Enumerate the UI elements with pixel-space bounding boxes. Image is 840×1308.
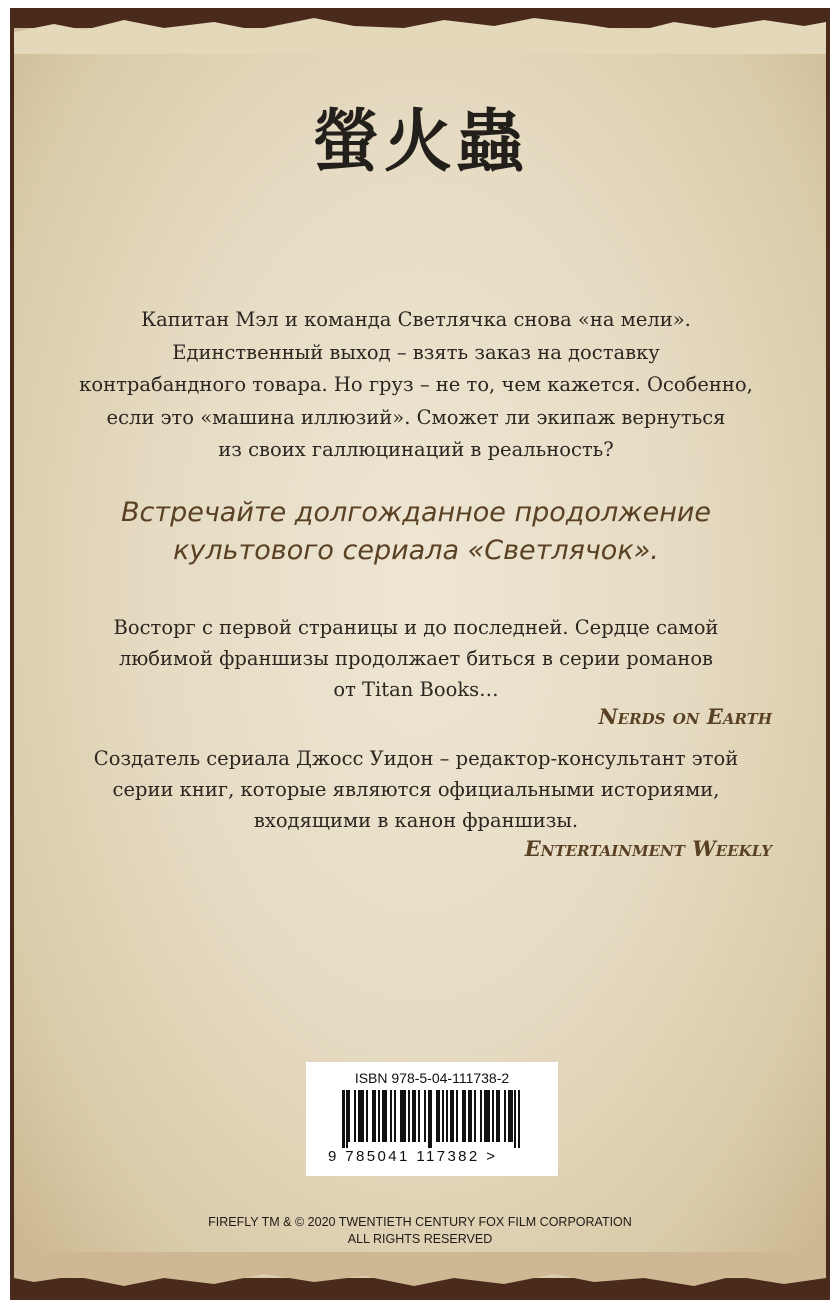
barcode-bar: [492, 1090, 494, 1142]
review-line: серии книг, которые являются официальными историями,: [112, 778, 720, 801]
review-quote: [70, 612, 762, 705]
barcode-icon: [342, 1090, 522, 1148]
barcode-bar: [348, 1090, 350, 1142]
barcode-bar: [446, 1090, 448, 1142]
series-title-hanzi: 螢火蟲: [311, 103, 528, 182]
copyright-notice: [10, 1214, 830, 1248]
barcode-bar: [510, 1090, 513, 1142]
barcode-bar: [366, 1090, 368, 1142]
barcode-bar: [462, 1090, 464, 1142]
barcode-bar: [404, 1090, 406, 1142]
book-back-cover: [10, 8, 830, 1300]
parchment-torn-top-edge: [14, 14, 826, 54]
barcode-digits: 9 785041 117382 >: [328, 1148, 498, 1165]
barcode-bar: [486, 1090, 488, 1142]
barcode-bar: [342, 1090, 345, 1148]
review-line: от Titan Books…: [333, 678, 499, 701]
barcode-bar: [390, 1090, 392, 1142]
copyright-line: FIREFLY TM & © 2020 TWENTIETH CENTURY FOX FILM CORPORATION: [208, 1215, 632, 1229]
barcode-bar: [456, 1090, 458, 1142]
barcode-bar: [372, 1090, 374, 1142]
barcode-bar: [438, 1090, 440, 1142]
review-quote: [70, 743, 762, 836]
barcode-bar: [358, 1090, 360, 1142]
parchment-torn-bottom-edge: [14, 1252, 826, 1292]
barcode-bar: [474, 1090, 476, 1142]
synopsis-line: Единственный выход – взять заказ на доставку: [172, 340, 660, 364]
barcode-bar: [382, 1090, 384, 1142]
review-line: Восторг с первой страницы и до последней. Сердце самой: [113, 616, 719, 639]
barcode-bar: [484, 1090, 486, 1142]
isbn-barcode-block: [306, 1062, 558, 1176]
barcode-bar: [346, 1090, 348, 1148]
barcode-bar: [518, 1090, 520, 1148]
isbn-label: ISBN 978-5-04-111738-2: [354, 1070, 510, 1086]
barcode-bar: [360, 1090, 362, 1142]
review-line: входящими в канон франшизы.: [253, 809, 579, 832]
review-source: Nerds on Earth: [598, 704, 772, 729]
barcode-bar: [414, 1090, 416, 1142]
barcode-bar: [362, 1090, 364, 1142]
barcode-bar: [450, 1090, 452, 1142]
review-line: любимой франшизы продолжает биться в серии романов: [118, 647, 714, 670]
barcode-bar: [428, 1090, 430, 1148]
tagline-line: культового сериала «Светлячок».: [173, 535, 659, 566]
barcode-bar: [514, 1090, 516, 1148]
barcode-bar: [488, 1090, 490, 1142]
tagline-line: Встречайте долгожданное продолжение: [120, 497, 712, 528]
barcode-bar: [402, 1090, 404, 1142]
tagline: [50, 494, 782, 570]
barcode-bar: [480, 1090, 482, 1142]
synopsis-line: контрабандного товара. Но груз – не то, чем кажется. Особенно,: [79, 373, 753, 396]
barcode-bar: [400, 1090, 402, 1142]
synopsis-line: из своих галлюцинаций в реальность?: [218, 438, 614, 461]
barcode-bar: [430, 1090, 432, 1148]
barcode-bar: [504, 1090, 506, 1142]
barcode-bar: [470, 1090, 472, 1142]
barcode-bar: [452, 1090, 454, 1142]
barcode-bar: [436, 1090, 438, 1142]
barcode-bar: [508, 1090, 510, 1142]
barcode-bar: [424, 1090, 426, 1142]
barcode-bar: [354, 1090, 356, 1142]
barcode-bar: [464, 1090, 466, 1142]
barcode-bar: [418, 1090, 420, 1142]
barcode-bar: [394, 1090, 396, 1142]
review-line: Создатель сериала Джосс Уидон – редактор-консультант этой: [93, 747, 739, 770]
review-source: Entertainment Weekly: [524, 836, 772, 861]
barcode-bar: [378, 1090, 380, 1142]
synopsis-line: Капитан Мэл и команда Светлячка снова «на мели».: [141, 308, 691, 331]
synopsis-line: если это «машина иллюзий». Сможет ли экипаж вернуться: [106, 405, 726, 429]
barcode-bar: [408, 1090, 410, 1142]
synopsis: [70, 304, 762, 467]
barcode-bar: [498, 1090, 500, 1142]
barcode-bar: [384, 1090, 387, 1142]
copyright-line: ALL RIGHTS RESERVED: [347, 1232, 493, 1246]
barcode-bar: [442, 1090, 444, 1142]
barcode-bar: [374, 1090, 376, 1142]
